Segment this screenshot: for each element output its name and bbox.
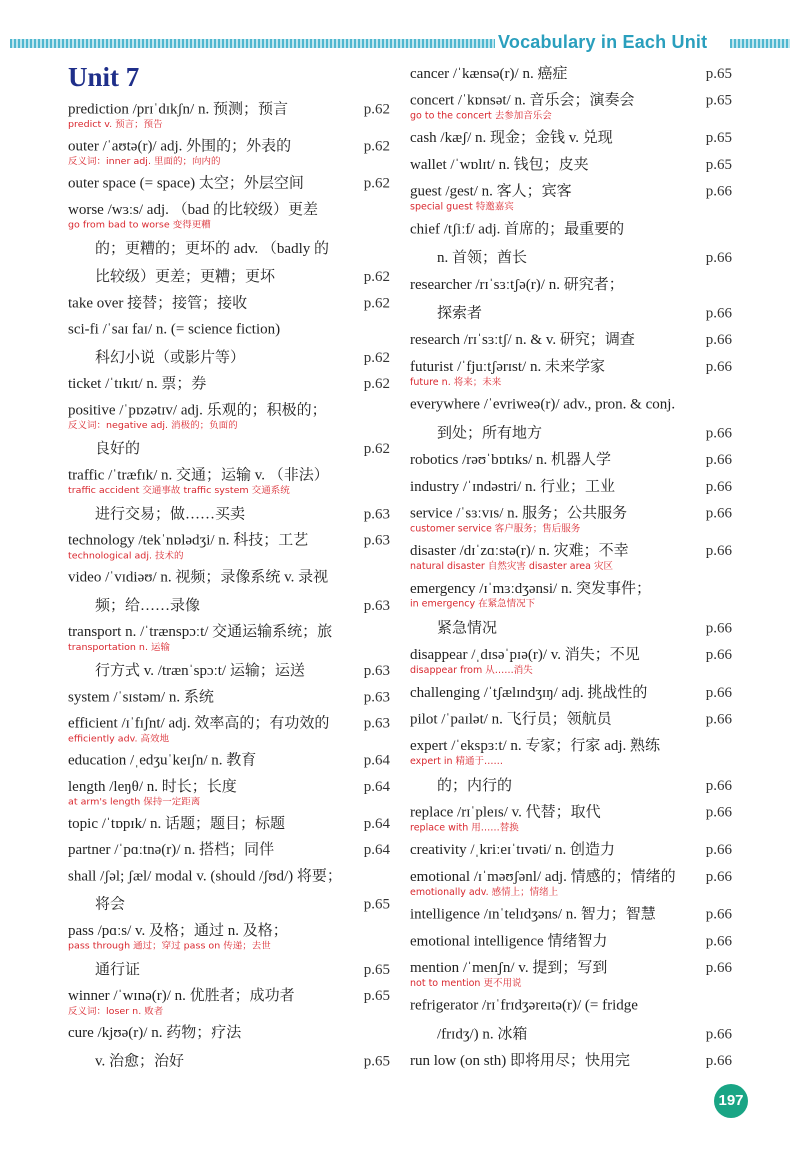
entry-text: 探索者 xyxy=(437,305,483,322)
entry-line xyxy=(410,996,732,1017)
vocab-entry xyxy=(410,683,732,704)
entry-text: robotics /rəʊˈbɒtɪks/ n. 机器人学 xyxy=(410,452,612,469)
entry-text: run low (on sth) 即将用尽；快用完 xyxy=(410,1053,630,1070)
page-reference: p.65 xyxy=(363,1053,390,1070)
entry-line xyxy=(68,505,390,525)
page-reference: p.65 xyxy=(705,130,732,147)
vocab-entry xyxy=(410,996,732,1046)
entry-text: 的；内行的 xyxy=(437,777,513,794)
vocab-entry xyxy=(68,751,390,771)
page-reference: p.62 xyxy=(363,269,390,285)
entry-text: guest /gest/ n. 客人；宾客 xyxy=(410,183,572,200)
entry-text: intelligence /ɪnˈtelɪdʒəns/ n. 智力；智慧 xyxy=(410,906,656,923)
vocab-entry xyxy=(410,91,732,123)
entry-text: 科幻小说（或影片等） xyxy=(95,350,246,366)
page-reference: p.66 xyxy=(705,478,732,495)
handwritten-note: not to mention 更不用说 xyxy=(410,977,522,989)
page-reference: p.66 xyxy=(705,933,732,950)
entry-text: emergency /ɪˈmɜːdʒənsi/ n. 突发事件； xyxy=(410,580,651,597)
page-reference: p.66 xyxy=(705,543,732,560)
entry-line xyxy=(68,531,390,551)
page-reference: p.65 xyxy=(705,157,732,173)
entry-line xyxy=(68,320,390,340)
entry-text: prediction /prɪˈdɪkʃn/ n. 预测；预言 xyxy=(68,101,288,118)
entry-text: cancer /ˈkænsə(r)/ n. 癌症 xyxy=(410,65,568,82)
vocab-entry xyxy=(68,294,390,314)
handwritten-note: 反义词：negative adj. 消极的；负面的 xyxy=(68,420,238,431)
entry-line xyxy=(68,239,390,259)
entry-text: n. 首领；酋长 xyxy=(437,250,528,267)
entry-line xyxy=(410,619,732,640)
entry-text: wallet /ˈwɒlɪt/ n. 钱包；皮夹 xyxy=(410,157,589,173)
entry-line xyxy=(410,450,732,471)
entry-line xyxy=(68,867,390,887)
page-reference: p.66 xyxy=(705,869,732,885)
entry-text: shall /ʃəl; ʃæl/ modal v. (should /ʃʊd/) 将要； xyxy=(68,868,342,885)
entry-line xyxy=(410,91,732,112)
entry-text: disappear /ˌdɪsəˈpɪə(r)/ v. 消失；不见 xyxy=(410,647,640,664)
vocab-entry xyxy=(410,905,732,926)
entry-line xyxy=(410,803,732,824)
page-reference: p.62 xyxy=(363,350,390,366)
page-reference: p.63 xyxy=(363,715,390,732)
entry-line xyxy=(68,777,390,797)
entry-line xyxy=(68,374,390,394)
page-reference: p.62 xyxy=(363,101,390,118)
vocab-entry xyxy=(410,958,732,990)
vocab-entry xyxy=(68,987,390,1018)
page-reference: p.65 xyxy=(363,988,390,1005)
vocab-entry xyxy=(410,128,732,149)
vocab-entry xyxy=(68,531,390,562)
entry-line xyxy=(68,267,390,287)
handwritten-note: traffic accident 交通事故 traffic system 交通系统 xyxy=(68,485,290,497)
vocab-entry xyxy=(410,803,732,835)
entry-text: research /rɪˈsɜːtʃ/ n. & v. 研究；调查 xyxy=(410,332,635,349)
entry-text: worse /wɜːs/ adj. （bad 的比较级）更差 xyxy=(68,202,319,218)
entry-line xyxy=(410,1025,732,1046)
entry-text: 将会 xyxy=(95,896,126,913)
vocab-entry xyxy=(410,710,732,731)
entry-text: service /ˈsɜːvɪs/ n. 服务；公共服务 xyxy=(410,505,628,522)
entry-line xyxy=(410,155,732,176)
entry-text: mention /ˈmenʃn/ v. 提到；写到 xyxy=(410,960,608,977)
page-reference: p.66 xyxy=(705,711,732,728)
entry-line xyxy=(410,477,732,498)
vocab-entry xyxy=(410,504,732,536)
page-reference: p.62 xyxy=(363,376,390,392)
page-reference: p.65 xyxy=(363,962,390,978)
handwritten-note: special guest 特邀嘉宾 xyxy=(410,201,514,213)
entry-line xyxy=(68,751,390,771)
page-reference: p.66 xyxy=(705,647,732,664)
handwritten-note: transportation n. 运输 xyxy=(68,642,170,653)
entry-text: emotional intelligence 情绪智力 xyxy=(410,933,608,950)
entry-line xyxy=(68,921,390,941)
vocab-entry xyxy=(410,64,732,85)
entry-text: 到处；所有地方 xyxy=(437,425,543,442)
page-reference: p.63 xyxy=(363,506,390,523)
entry-text: take over 接替；接管；接收 xyxy=(68,295,248,312)
handwritten-note: natural disaster 自然灾害 disaster area 灾区 xyxy=(410,561,613,572)
entry-line xyxy=(410,423,732,444)
vocab-entry xyxy=(68,921,390,980)
page-reference: p.63 xyxy=(363,533,390,549)
entry-line xyxy=(410,958,732,979)
entry-line xyxy=(410,645,732,666)
entry-text: emotional /ɪˈməʊʃənl/ adj. 情感的；情绪的 xyxy=(410,869,676,885)
vocab-entry xyxy=(410,867,732,899)
vocab-entry xyxy=(68,401,390,460)
handwritten-note: customer service 客户服务；售后服务 xyxy=(410,523,581,535)
page-reference: p.66 xyxy=(705,332,732,349)
vocab-entry xyxy=(410,219,732,269)
entry-line xyxy=(410,736,732,757)
entry-line xyxy=(410,275,732,296)
entry-text: replace /rɪˈpleɪs/ v. 代替；取代 xyxy=(410,804,601,821)
vocab-entry xyxy=(410,330,732,351)
entry-text: industry /ˈɪndəstri/ n. 行业；工业 xyxy=(410,478,615,495)
page-reference: p.64 xyxy=(363,816,390,832)
vocab-entry xyxy=(410,579,732,639)
entry-line xyxy=(68,596,390,616)
entry-text: cash /kæʃ/ n. 现金；金钱 v. 兑现 xyxy=(410,130,613,147)
handwritten-note: go from bad to worse 变得更糟 xyxy=(68,219,211,231)
entry-line xyxy=(410,304,732,325)
entry-line xyxy=(410,710,732,731)
entry-line xyxy=(68,100,390,120)
entry-text: 良好的 xyxy=(95,441,141,458)
page-reference: p.62 xyxy=(363,295,390,312)
entry-line xyxy=(68,841,390,861)
entry-line xyxy=(410,867,732,888)
handwritten-note: predict v. 预言；预告 xyxy=(68,119,163,131)
vocab-column-right xyxy=(410,64,732,1078)
entry-text: cure /kjʊə(r)/ n. 药物；疗法 xyxy=(68,1025,242,1042)
vocab-entry xyxy=(68,174,390,194)
entry-text: 频；给……录像 xyxy=(95,598,201,614)
unit-title: Unit 7 xyxy=(68,62,140,92)
entry-text: concert /ˈkɒnsət/ n. 音乐会；演奏会 xyxy=(410,92,635,109)
page-reference: p.63 xyxy=(363,663,390,680)
entry-text: researcher /rɪˈsɜːtʃə(r)/ n. 研究者； xyxy=(410,276,624,293)
vocab-entry xyxy=(410,736,732,796)
entry-line xyxy=(410,931,732,952)
page-reference: p.66 xyxy=(705,842,732,859)
handwritten-note: emotionally adv. 感情上；情绪上 xyxy=(410,886,559,898)
entry-text: winner /ˈwɪnə(r)/ n. 优胜者；成功者 xyxy=(68,988,295,1005)
entry-text: creativity /ˌkriːeɪˈtɪvəti/ n. 创造力 xyxy=(410,842,615,859)
vocab-entry xyxy=(68,867,390,916)
entry-line xyxy=(410,128,732,149)
handwritten-note: at arm's length 保持一定距离 xyxy=(68,796,201,808)
page-reference: p.63 xyxy=(363,689,390,706)
entry-text: v. 治愈；治好 xyxy=(95,1053,185,1070)
vocab-entry xyxy=(410,357,732,389)
entry-line xyxy=(410,905,732,926)
entry-line xyxy=(68,348,390,368)
entry-line xyxy=(410,683,732,704)
entry-text: /frɪdʒ/) n. 冰箱 xyxy=(437,1026,528,1043)
vocab-entry xyxy=(410,450,732,471)
entry-text: futurist /ˈfjuːtʃərɪst/ n. 未来学家 xyxy=(410,359,605,375)
entry-text: video /ˈvɪdiəʊ/ n. 视频；录像系统 v. 录视 xyxy=(68,570,329,586)
page-reference: p.66 xyxy=(705,183,732,200)
entry-line xyxy=(410,504,732,525)
vocab-entry xyxy=(68,688,390,708)
entry-text: traffic /ˈtræfɪk/ n. 交通；运输 v. （非法） xyxy=(68,467,329,484)
vocab-entry xyxy=(68,1024,390,1073)
vocab-entry xyxy=(410,395,732,445)
vocab-entry xyxy=(68,714,390,745)
entry-text: 紧急情况 xyxy=(437,620,498,637)
page-reference: p.62 xyxy=(363,441,390,458)
entry-line xyxy=(410,840,732,861)
entry-text: 进行交易；做……买卖 xyxy=(95,506,246,523)
entry-line xyxy=(68,294,390,314)
entry-line xyxy=(68,814,390,834)
page-reference: p.63 xyxy=(363,598,390,614)
vocab-entry xyxy=(68,814,390,834)
page-reference: p.66 xyxy=(705,250,732,267)
entry-text: system /ˈsɪstəm/ n. 系统 xyxy=(68,689,214,706)
page-reference: p.66 xyxy=(705,1053,732,1070)
entry-line xyxy=(410,1051,732,1072)
entry-text: challenging /ˈtʃælɪndʒɪŋ/ adj. 挑战性的 xyxy=(410,684,648,701)
entry-text: technology /tekˈnɒlədʒi/ n. 科技；工艺 xyxy=(68,533,309,549)
vocab-entry xyxy=(410,477,732,498)
handwritten-note: go to the concert 去参加音乐会 xyxy=(410,110,552,122)
entry-text: partner /ˈpɑːtnə(r)/ n. 搭档；同伴 xyxy=(68,842,275,859)
entry-text: pilot /ˈpaɪlət/ n. 飞行员；领航员 xyxy=(410,711,612,728)
entry-text: topic /ˈtɒpɪk/ n. 话题；题目；标题 xyxy=(68,816,286,832)
entry-line xyxy=(68,200,390,220)
vocab-entry xyxy=(410,541,732,573)
page-reference: p.64 xyxy=(363,842,390,859)
vocab-entry xyxy=(68,623,390,682)
entry-line xyxy=(410,248,732,269)
vocab-entry xyxy=(68,466,390,525)
entry-line xyxy=(68,568,390,588)
page-reference: p.65 xyxy=(705,92,732,109)
entry-line xyxy=(410,541,732,562)
entry-text: outer /ˈaʊtə(r)/ adj. 外围的；外表的 xyxy=(68,138,292,155)
entry-line xyxy=(410,776,732,797)
entry-line xyxy=(68,401,390,421)
handwritten-note: pass through 通过；穿过 pass on 传递；去世 xyxy=(68,940,271,952)
page-reference: p.66 xyxy=(705,804,732,821)
page-reference: p.66 xyxy=(705,620,732,637)
entry-text: transport n. /ˈtrænspɔːt/ 交通运输系统；旅 xyxy=(68,624,333,641)
entry-text: 的；更糟的；更坏的 adv. （badly 的 xyxy=(95,241,330,257)
page-reference: p.66 xyxy=(705,359,732,375)
vocab-entry xyxy=(68,374,390,394)
vocab-entry xyxy=(68,200,390,288)
page-reference: p.66 xyxy=(705,777,732,794)
entry-text: efficient /ɪˈfɪʃnt/ adj. 效率高的；有功效的 xyxy=(68,715,330,732)
vocab-entry xyxy=(410,931,732,952)
entry-text: sci-fi /ˈsaɪ faɪ/ n. (= science fiction) xyxy=(68,321,281,338)
entry-line xyxy=(410,330,732,351)
handwritten-note: in emergency 在紧急情况下 xyxy=(410,598,536,610)
entry-line xyxy=(68,714,390,734)
vocab-column-left xyxy=(68,100,390,1078)
entry-text: refrigerator /rɪˈfrɪdʒəreɪtə(r)/ (= fridge xyxy=(410,997,638,1014)
vocab-entry xyxy=(68,841,390,861)
entry-line xyxy=(68,688,390,708)
vocab-entry xyxy=(68,137,390,168)
entry-text: length /leŋθ/ n. 时长；长度 xyxy=(68,779,237,795)
page-reference: p.66 xyxy=(705,305,732,322)
entry-text: positive /ˈpɒzətɪv/ adj. 乐观的；积极的； xyxy=(68,402,327,419)
page-reference: p.66 xyxy=(705,425,732,442)
page-reference: p.66 xyxy=(705,505,732,522)
entry-line xyxy=(68,895,390,915)
page-number-badge: 197 xyxy=(714,1084,748,1118)
entry-text: chief /tʃiːf/ adj. 首席的；最重要的 xyxy=(410,221,625,238)
entry-text: pass /pɑːs/ v. 及格；通过 n. 及格； xyxy=(68,923,288,939)
vocab-entry xyxy=(410,645,732,677)
vocab-entry xyxy=(410,182,732,214)
entry-text: expert /ˈekspɜːt/ n. 专家；行家 adj. 熟练 xyxy=(410,738,661,755)
page-reference: p.65 xyxy=(363,896,390,913)
handwritten-note: replace with 用……替换 xyxy=(410,822,519,834)
entry-line xyxy=(68,960,390,980)
entry-line xyxy=(68,987,390,1007)
entry-text: 比较级）更差；更糟；更坏 xyxy=(95,269,276,285)
entry-line xyxy=(68,137,390,157)
entry-text: 通行证 xyxy=(95,962,141,978)
handwritten-note: 反义词：loser n. 败者 xyxy=(68,1005,164,1017)
page-reference: p.66 xyxy=(705,452,732,469)
entry-text: education /ˌedʒuˈkeɪʃn/ n. 教育 xyxy=(68,752,257,769)
entry-line xyxy=(68,174,390,194)
vocab-entry xyxy=(68,100,390,131)
page-reference: p.65 xyxy=(705,65,732,82)
handwritten-note: expert in 精通于…… xyxy=(410,756,504,768)
entry-line xyxy=(68,1024,390,1044)
entry-line xyxy=(410,579,732,600)
entry-text: 行方式 v. /trænˈspɔːt/ 运输；运送 xyxy=(95,663,305,680)
page-reference: p.66 xyxy=(705,684,732,701)
entry-text: outer space (= space) 太空；外层空间 xyxy=(68,175,304,192)
page-reference: p.66 xyxy=(705,1026,732,1043)
entry-line xyxy=(68,440,390,460)
vocab-entry xyxy=(68,320,390,369)
vocab-entry xyxy=(410,840,732,861)
vocab-entry xyxy=(68,568,390,617)
entry-text: ticket /ˈtɪkɪt/ n. 票；券 xyxy=(68,376,207,392)
entry-line xyxy=(410,357,732,378)
entry-line xyxy=(410,395,732,416)
entry-text: everywhere /ˈevriweə(r)/ adv., pron. & conj. xyxy=(410,396,676,413)
section-title: Vocabulary in Each Unit xyxy=(498,32,708,52)
vocab-entry xyxy=(410,1051,732,1072)
vocab-entry xyxy=(68,777,390,808)
entry-text: disaster /dɪˈzɑːstə(r)/ n. 灾难；不幸 xyxy=(410,543,629,560)
handwritten-note: 反义词：inner adj. 里面的；向内的 xyxy=(68,156,221,168)
page-reference: p.64 xyxy=(363,752,390,769)
handwritten-note: technological adj. 技术的 xyxy=(68,550,184,562)
page-reference: p.62 xyxy=(363,175,390,192)
entry-line xyxy=(68,466,390,486)
header-rule xyxy=(10,39,495,48)
entry-line xyxy=(68,661,390,681)
entry-line xyxy=(410,64,732,85)
handwritten-note: disappear from 从……消失 xyxy=(410,665,533,676)
entry-line xyxy=(410,219,732,240)
entry-line xyxy=(68,623,390,643)
vocab-entry xyxy=(410,275,732,325)
header-rule-right xyxy=(730,39,790,48)
vocab-entry xyxy=(410,155,732,176)
page-reference: p.66 xyxy=(705,906,732,923)
page-reference: p.66 xyxy=(705,960,732,977)
entry-line xyxy=(68,1052,390,1072)
entry-line xyxy=(410,182,732,203)
page-reference: p.64 xyxy=(363,779,390,795)
handwritten-note: future n. 将来；未来 xyxy=(410,376,502,388)
handwritten-note: efficiently adv. 高效地 xyxy=(68,733,170,745)
page-reference: p.62 xyxy=(363,138,390,155)
